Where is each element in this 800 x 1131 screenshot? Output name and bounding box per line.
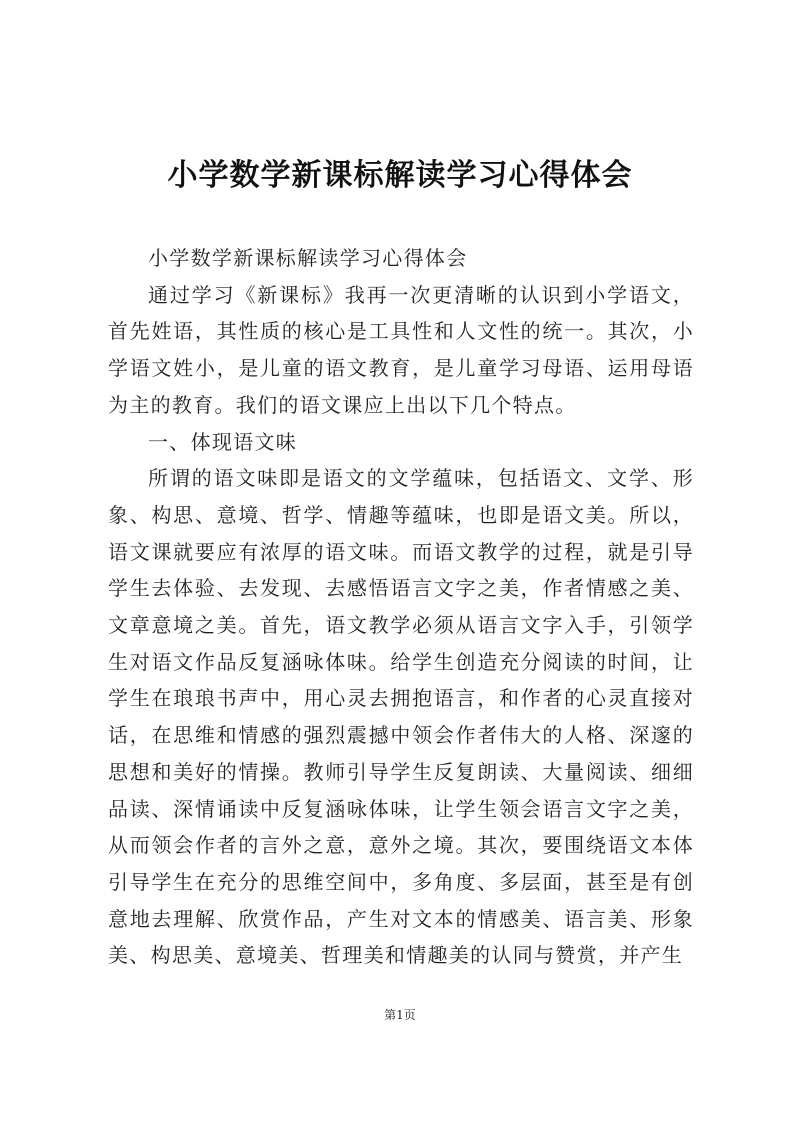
section-heading: 一、体现语文味 — [148, 429, 298, 454]
paragraph-section-body: 所谓的语文味即是语文的文学蕴味，包括语文、文学、形象、构思、意境、哲学、情趣等蕴味，也即是语文美。所以，语文课就要应有浓厚的语文味。而语文教学的过程，就是引导学生去体验、去发现、去感悟语言文字之美，作者情感之美、文章意境之美。首先，语文教学必须从语言文字入手，引领学生对语文作品反复涵咏体味。给学生创造充分阅读的时间，让学生在琅琅书声中，用心灵去拥抱语言，和作者的心灵直接对话，在思维和情感的强烈震撼中领会作者伟大的人格、深邃的思想和美好的情操。教师引导学生反复朗读、大量阅读、细细品读、深情诵读中反复涵咏体味，让学生领会语言文字之美，从而领会作者的言外之意，意外之境。其次，要围绕语文本体引导学生在充分的思维空间中，多角度、多层面，甚至是有创意地去理解、欣赏作品，产生对文本的情感美、语言美、形象美、构思美、意境美、哲理美和情趣美的认同与赞赏，并产生 — [108, 466, 694, 968]
paragraph-intro: 通过学习《新课标》我再一次更清晰的认识到小学语文，首先姓语，其性质的核心是工具性和人文性的统一。其次，小学语文姓小，是儿童的语文教育，是儿童学习母语、运用母语为主的教育。我们的语文课应上出以下几个特点。 — [108, 282, 694, 417]
page-number: 第1页 — [384, 1008, 416, 1022]
document-title: 小学数学新课标解读学习心得体会 — [167, 158, 633, 193]
document-body — [108, 240, 694, 974]
paragraph-subtitle: 小学数学新课标解读学习心得体会 — [148, 246, 468, 270]
